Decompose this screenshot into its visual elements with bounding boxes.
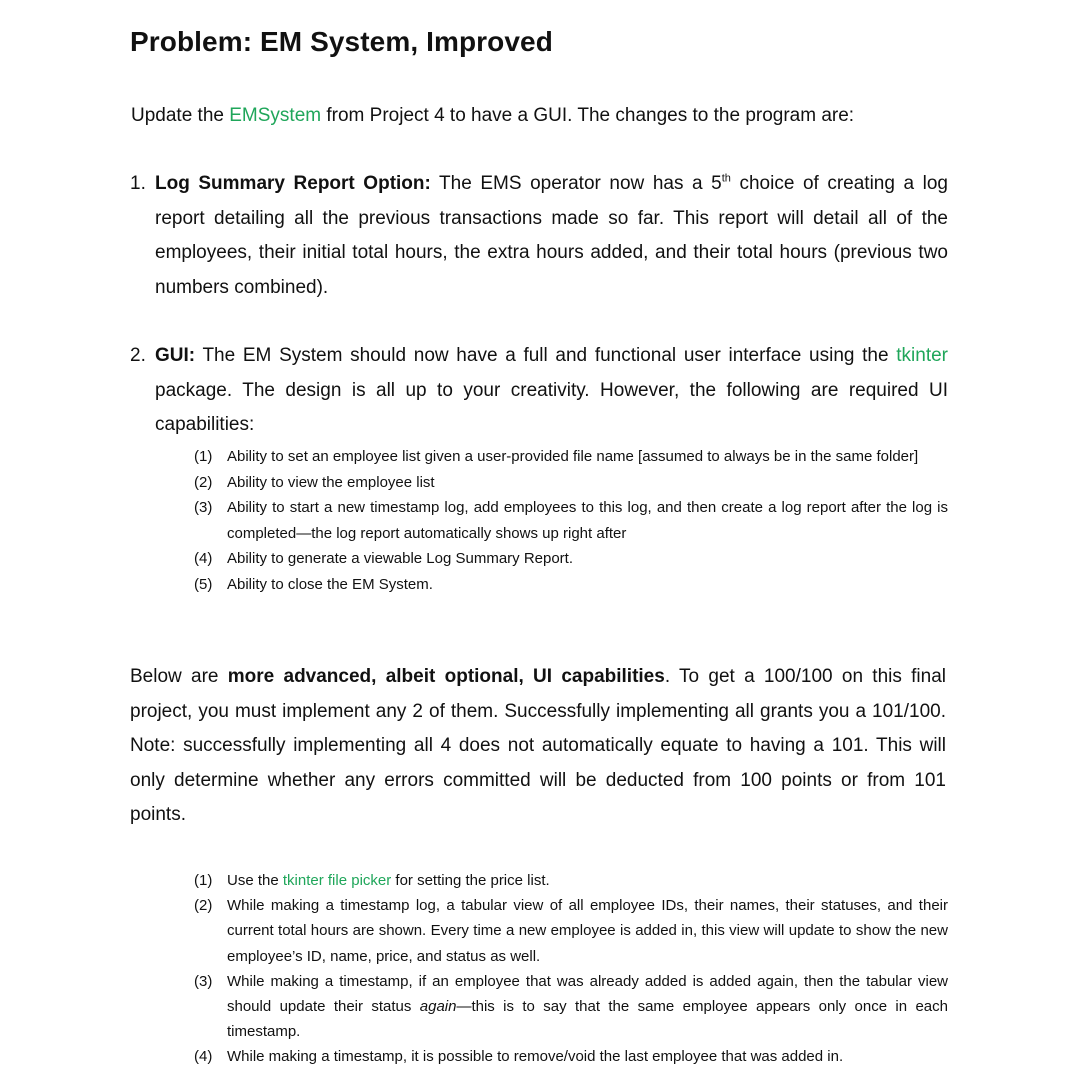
list-item-text: While making a timestamp, it is possible to remove/void the last employee that was added in. [227,1048,844,1066]
list-item-number: (4) [194,550,213,567]
requirement-heading: Log Summary Report Option: [155,173,431,194]
emphasis-again: again [419,998,457,1016]
list-item-number: (3) [194,972,213,990]
requirement-heading: GUI: [155,345,196,366]
list-item-number: (4) [194,1048,213,1066]
list-item-text: Ability to generate a viewable Log Summary Report. [227,550,574,567]
superscript-th: th [721,172,731,185]
requirement-number: 1. [130,173,146,194]
advanced-capabilities-paragraph [130,660,946,833]
list-item-text: While making a timestamp, if an employee that was already added is added again, then the tabular view should update their status [227,972,948,1016]
list-item [194,572,948,598]
list-item-number: (3) [194,499,213,516]
list-item-text: Use the [227,872,283,889]
advanced-text-before: Below are [130,666,228,687]
emsystem-link[interactable]: EMSystem [229,105,322,126]
requirement-text: The EM System should now have a full and functional user interface using the [195,345,897,366]
requirement-number: 2. [130,345,146,366]
list-item-number: (1) [194,872,213,889]
list-item-number: (2) [194,897,213,915]
list-item [194,868,948,893]
list-item-number: (1) [194,448,213,465]
list-item [194,1044,948,1069]
list-item-text: Ability to view the employee list [227,473,435,491]
list-item-text: Ability to start a new timestamp log, add employees to this log, and then create a log report after the log is completed—the log report automatically shows up right after [227,499,948,542]
list-item-text: Ability to set an employee list given a user-provided file name [assumed to always be in the same folder] [227,448,919,465]
list-item-text: While making a timestamp log, a tabular view of all employee IDs, their names, their statuses, and their current total hours are shown. Every time a new employee is added in, this view will update to show the new employee’s ID, name, price, and status as well. [227,897,948,965]
advanced-text-after: . To get a 100/100 on this final project, you must implement any 2 of them. Successfully implementing all grants you a 101/100. Note: successfully implementing all 4 does not automatically equate to having a 101. This will only determine whether any errors committed will be deducted from 100 points or from 101 points. [130,666,946,825]
list-item [194,893,948,969]
requirement-gui [130,339,948,443]
requirement-text: choice of creating a log report detailing all the previous transactions made so far. This report will detail all of the employees, their initial total hours, the extra hours added, and their total hours (previous two numbers combined). [155,173,948,298]
requirement-text: The EMS operator now has a 5 [430,173,722,194]
advanced-emphasis: more advanced, albeit optional, UI capabilities [227,666,665,687]
intro-text-after: from Project 4 to have a GUI. The changes to the program are: [321,105,855,126]
requirement-body [155,339,948,443]
requirement-body [155,167,948,305]
intro-text-before: Update the [131,105,230,126]
list-item [194,546,948,572]
tkinter-link[interactable]: tkinter [896,345,948,366]
list-item-text: —this is to say that the same employee appears only once in each timestamp. [227,998,948,1041]
list-item-number: (5) [194,575,213,593]
tkinter-file-picker-link[interactable]: tkinter file picker [282,872,392,889]
list-item [194,969,948,1045]
list-item-text: Ability to close the EM System. [227,575,433,593]
optional-capabilities-list [194,868,948,1070]
list-item-number: (2) [194,473,213,491]
list-item [194,470,948,496]
required-capabilities-list [194,444,948,597]
intro-paragraph [131,102,854,130]
requirement-log-summary [130,167,948,305]
list-item-text: for setting the price list. [391,872,550,889]
list-item [194,444,948,470]
page-title: Problem: EM System, Improved [130,26,553,57]
requirement-text: package. The design is all up to your creativity. However, the following are required UI capabilities: [155,379,948,435]
list-item [194,495,948,546]
